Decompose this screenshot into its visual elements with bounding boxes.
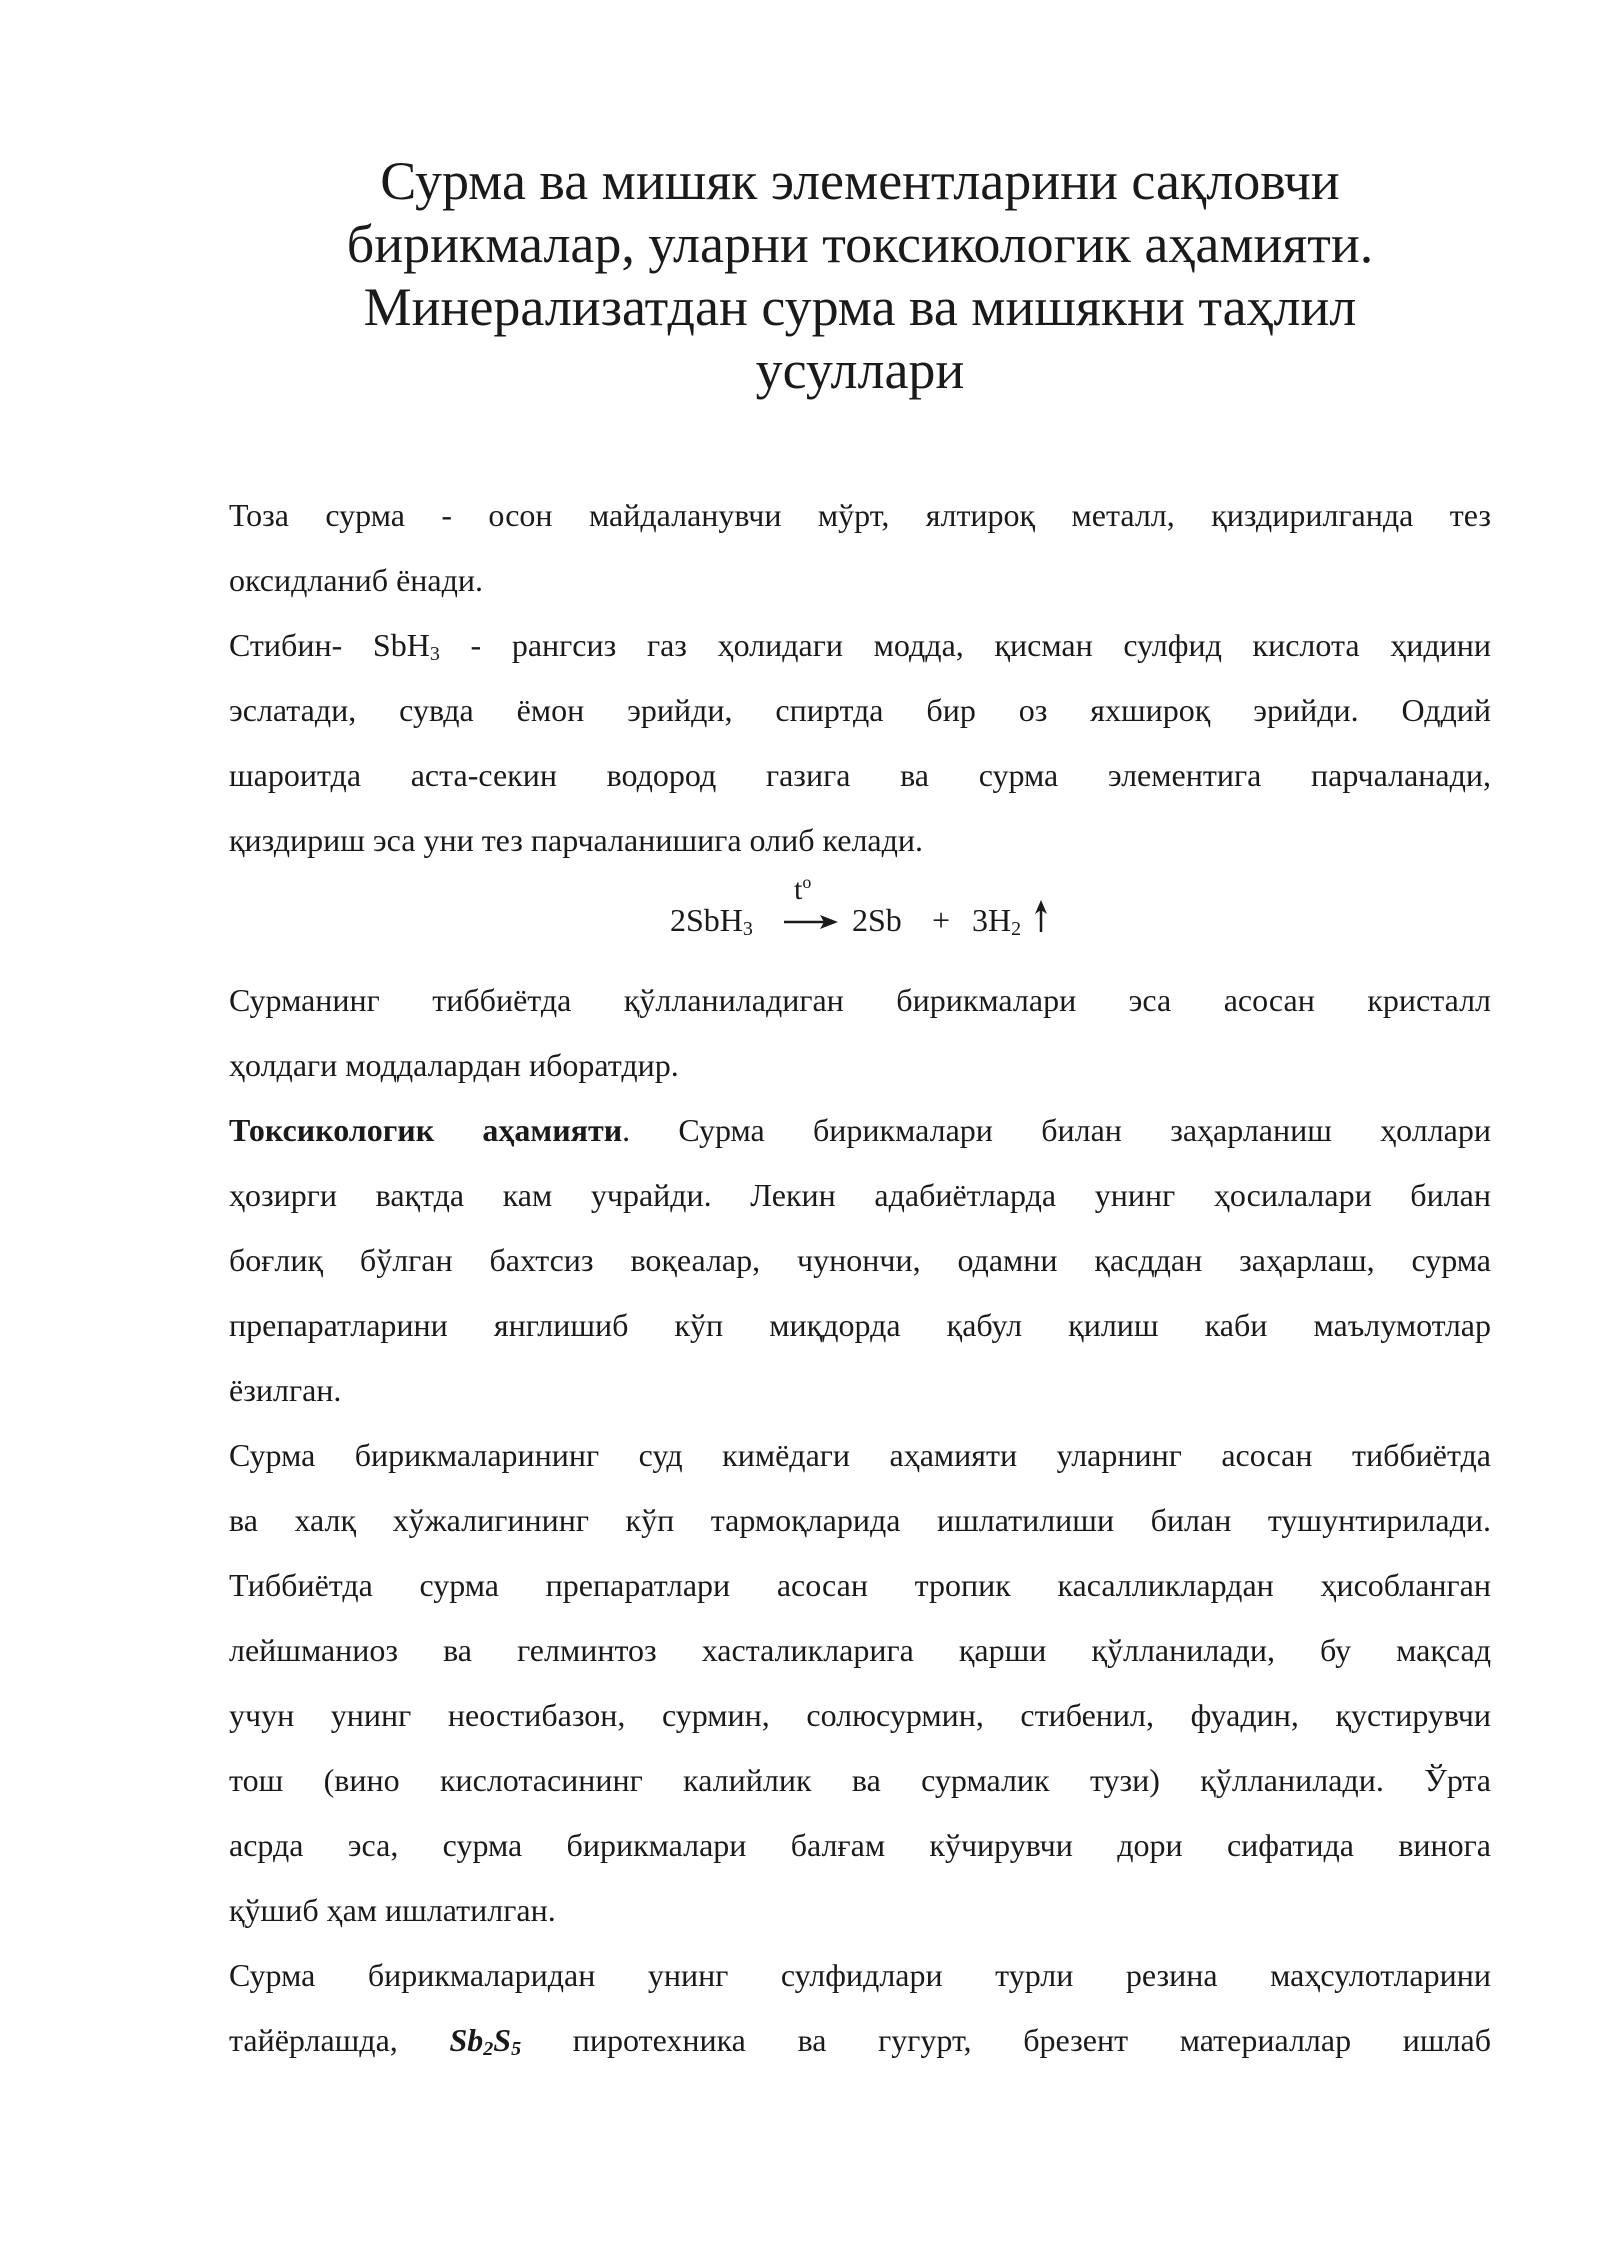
text-line: эслатади, сувда ёмон эрийди, спиртда бир оз яхшироқ эрийди. Оддий: [229, 692, 1491, 728]
equation-product: [972, 902, 1021, 939]
text-line: қиздириш эса уни тез парчаланишига олиб келади.: [229, 822, 924, 858]
equation-plus: +: [932, 902, 951, 938]
subscript: 5: [511, 2038, 522, 2060]
text-fragment: - рангсиз газ ҳолидаги модда, қисман сулфид кислота ҳидини: [439, 627, 1492, 663]
text-fragment: пиротехника ва гугурт, брезент материаллар ишлаб: [521, 2022, 1492, 2058]
equation-product: 2Sb: [852, 902, 902, 938]
subscript: 3: [429, 643, 440, 665]
title-line: Сурма ва мишяк элементларини сақловчи: [380, 151, 1340, 211]
formula-element: Sb: [449, 2022, 484, 2058]
title-line: усуллари: [755, 340, 965, 400]
text-line: тош (вино кислотасининг калийлик ва сурмалик тузи) қўлланилади. Ўрта: [229, 1762, 1491, 1798]
reactant-text: 2SbH: [670, 902, 743, 938]
sb2s5-formula: [449, 2022, 521, 2058]
condition-text: t: [794, 873, 803, 906]
text-line: Тоза сурма - осон майдаланувчи мўрт, ялтироқ металл, қиздирилганда тез: [229, 497, 1491, 533]
subscript: 2: [483, 2038, 494, 2060]
equation-reactant: [670, 902, 753, 939]
text-line: лейшманиоз ва гелминтоз хасталикларига қарши қўлланилади, бу мақсад: [229, 1632, 1491, 1668]
section-heading: Токсикологик аҳамияти: [229, 1112, 623, 1148]
text-line: оксидланиб ёнади.: [229, 562, 483, 598]
text-line: ёзилган.: [229, 1372, 342, 1408]
title-line: бирикмалар, уларни токсикологик аҳамияти.: [346, 214, 1374, 274]
text-line: шароитда аста-секин водород газига ва сурма элементига парчаланади,: [229, 757, 1491, 793]
text-line: боғлиқ бўлган бахтсиз воқеалар, чунончи, одамни қасддан заҳарлаш, сурма: [229, 1242, 1491, 1278]
subscript: 3: [742, 918, 753, 940]
text-line: Сурманинг тиббиётда қўлланиладиган бирикмалари эса асосан кристалл: [229, 982, 1491, 1018]
text-line: [229, 625, 1491, 665]
text-line: асрда эса, сурма бирикмалари балғам кўчирувчи дори сифатида винога: [229, 1827, 1491, 1863]
text-line: учун унинг неостибазон, сурмин, солюсурмин, стибенил, фуадин, қустирувчи: [229, 1697, 1491, 1733]
text-line: ҳолдаги моддалардан иборатдир.: [229, 1047, 679, 1083]
reaction-equation: [670, 872, 1070, 950]
text-line: Сурма бирикмаларидан унинг сулфидлари турли резина маҳсулотларини: [229, 1957, 1491, 1993]
document-title: [200, 150, 1520, 402]
text-line: препаратларини янглишиб кўп миқдорда қабул қилиш каби маълумотлар: [229, 1307, 1491, 1343]
gas-release-arrow-icon: [1034, 900, 1048, 934]
text-line: ҳозирги вақтда кам учрайди. Лекин адабиётларда унинг ҳосилалари билан: [229, 1177, 1491, 1213]
superscript: o: [802, 872, 812, 892]
equation-condition: [794, 872, 811, 907]
text-fragment: тайёрлашда,: [229, 2022, 450, 2058]
reaction-arrow-icon: [782, 914, 840, 930]
text-line: қўшиб ҳам ишлатилган.: [229, 1892, 556, 1928]
text-line: Тиббиётда сурма препаратлари асосан тропик касалликлардан ҳисобланган: [229, 1567, 1491, 1603]
text-line: Сурма бирикмаларининг суд кимёдаги аҳамияти уларнинг асосан тиббиётда: [229, 1437, 1491, 1473]
formula-element: S: [493, 2022, 512, 2058]
text-line: ва халқ хўжалигининг кўп тармоқларида ишлатилиши билан тушунтирилади.: [229, 1502, 1491, 1538]
product-text: 3H: [972, 902, 1012, 938]
text-line: [229, 2020, 1491, 2060]
subscript: 2: [1011, 918, 1022, 940]
title-line: Минерализатдан сурма ва мишякни таҳлил: [363, 277, 1357, 337]
text-line: [229, 1110, 1491, 1150]
text-fragment: . Сурма бирикмалари билан заҳарланиш ҳоллари: [622, 1112, 1492, 1148]
stibine-formula: Стибин- SbH: [229, 627, 430, 663]
